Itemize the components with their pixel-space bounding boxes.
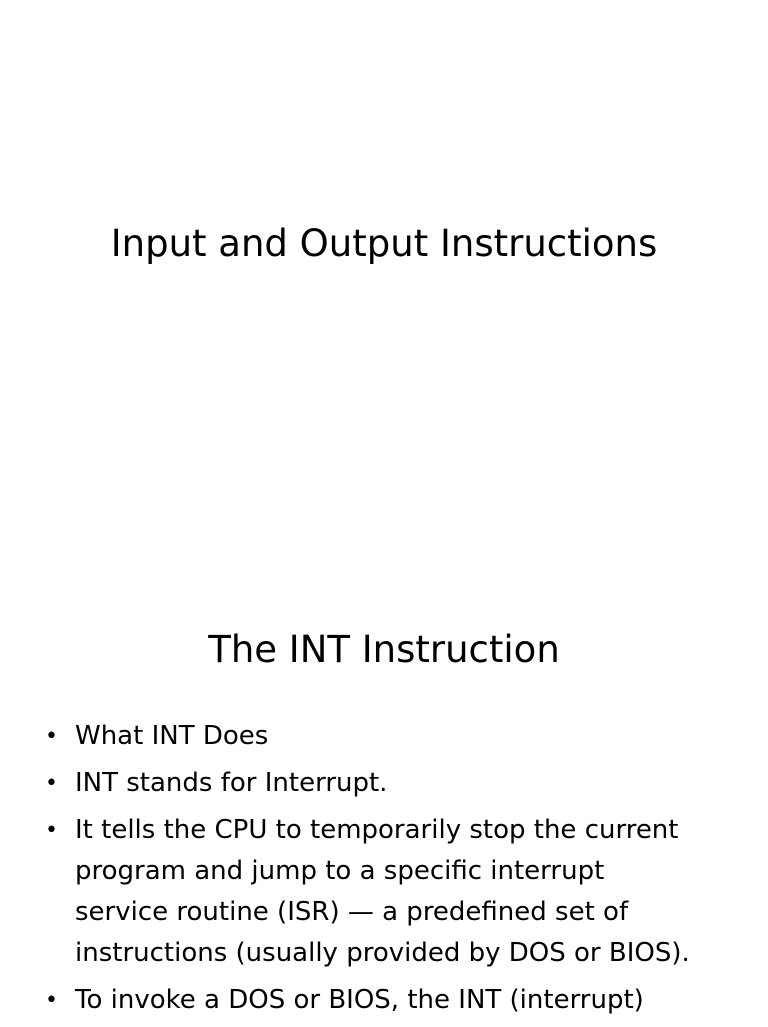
bullet-dot-icon: • <box>45 724 58 749</box>
bullet-line: It tells the CPU to temporarily stop the current <box>75 815 679 845</box>
bullet-item-invoke-dos-bios <box>45 980 745 1021</box>
bullet-line: program and jump to a specific interrupt <box>75 856 605 886</box>
bullet-item-cpu-behavior <box>45 810 745 974</box>
bullet-item-int-stands-for <box>45 763 745 804</box>
bullet-line: What INT Does <box>75 721 269 751</box>
bullet-dot-icon: • <box>45 988 58 1013</box>
slide-title-int-instruction: The INT Instruction <box>208 628 560 671</box>
bullet-item-what-int-does <box>45 716 745 757</box>
bullet-list <box>45 716 745 1027</box>
bullet-dot-icon: • <box>45 818 58 843</box>
bullet-line: To invoke a DOS or BIOS, the INT (interrupt) <box>75 985 644 1015</box>
slide-title-input-output: Input and Output Instructions <box>110 222 658 265</box>
bullet-line: service routine (ISR) — a predefined set of <box>75 897 629 927</box>
bullet-dot-icon: • <box>45 771 58 796</box>
bullet-line: instructions (usually provided by DOS or BIOS). <box>75 938 690 968</box>
bullet-line: INT stands for Interrupt. <box>75 768 388 798</box>
